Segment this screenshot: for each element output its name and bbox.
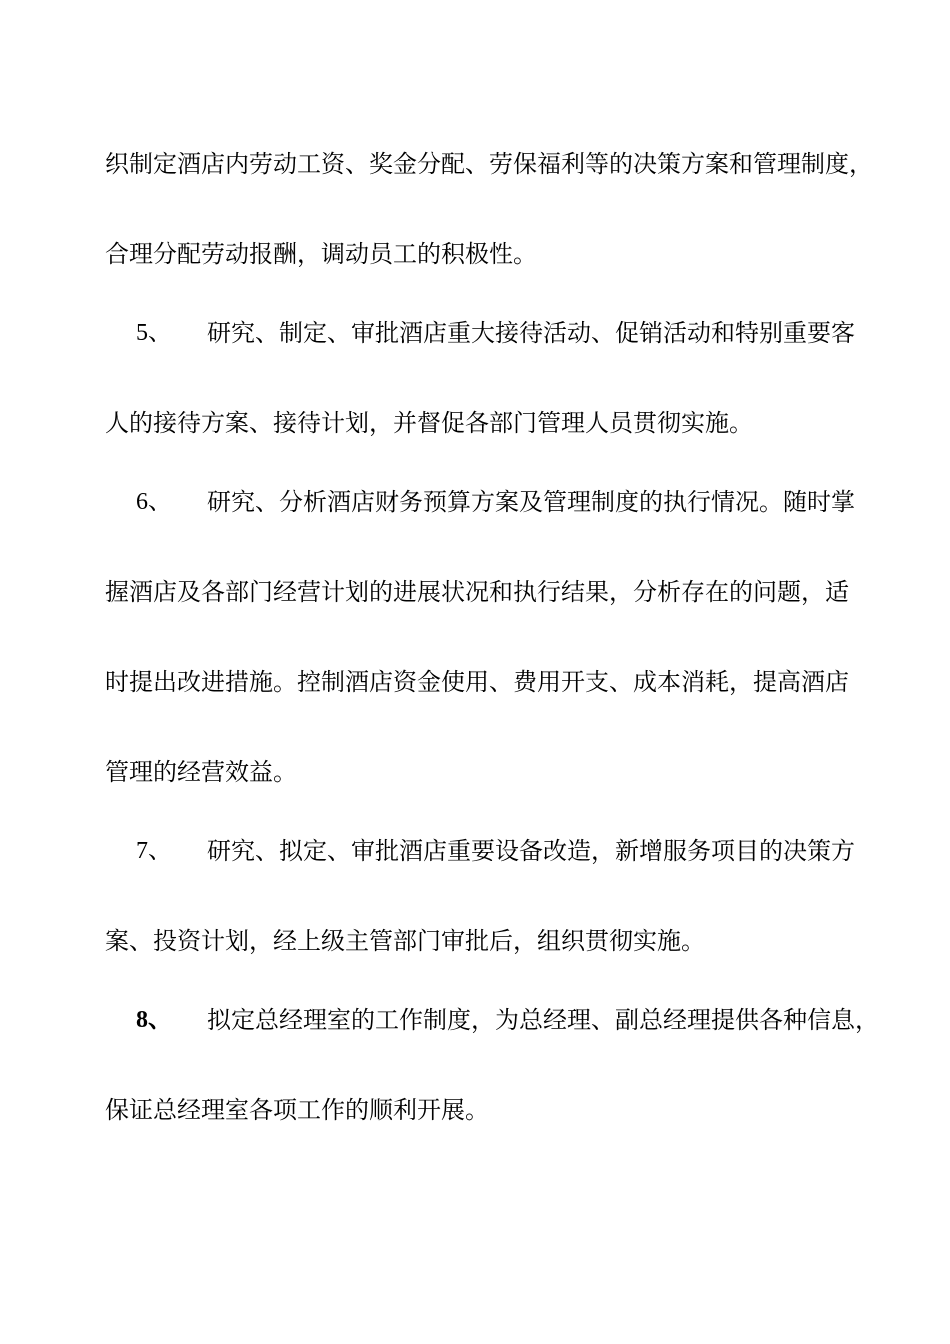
text-line xyxy=(0,752,950,792)
text-line xyxy=(0,921,950,961)
list-item-8 xyxy=(0,1000,950,1040)
paragraph-text: 人的接待方案、接待计划，并督促各部门管理人员贯彻实施。 xyxy=(105,409,753,437)
paragraph-text: 时提出改进措施。控制酒店资金使用、费用开支、成本消耗，提高酒店 xyxy=(105,668,849,696)
paragraph-text: 研究、拟定、审批酒店重要设备改造，新增服务项目的决策方 xyxy=(207,837,855,865)
paragraph-text: 案、投资计划，经上级主管部门审批后，组织贯彻实施。 xyxy=(105,927,705,955)
paragraph-text: 拟定总经理室的工作制度，为总经理、副总经理提供各种信息， xyxy=(207,1006,879,1034)
paragraph-text: 织制定酒店内劳动工资、奖金分配、劳保福利等的决策方案和管理制度， xyxy=(105,150,873,178)
list-item-5 xyxy=(0,313,950,353)
paragraph-text: 保证总经理室各项工作的顺利开展。 xyxy=(105,1096,489,1124)
text-line xyxy=(0,403,950,443)
item-number: 8、 xyxy=(136,1007,172,1033)
paragraph-text: 合理分配劳动报酬，调动员工的积极性。 xyxy=(105,240,537,268)
paragraph-text: 研究、制定、审批酒店重大接待活动、促销活动和特别重要客 xyxy=(207,319,855,347)
list-item-6 xyxy=(0,482,950,522)
text-line xyxy=(0,144,950,184)
item-number: 7、 xyxy=(136,838,172,864)
text-line xyxy=(0,1090,950,1130)
item-number: 5、 xyxy=(136,320,172,346)
text-line xyxy=(0,234,950,274)
paragraph-text: 研究、分析酒店财务预算方案及管理制度的执行情况。随时掌 xyxy=(207,488,855,516)
list-item-7 xyxy=(0,831,950,871)
paragraph-text: 管理的经营效益。 xyxy=(105,758,297,786)
text-line xyxy=(0,662,950,702)
text-line xyxy=(0,572,950,612)
item-number: 6、 xyxy=(136,489,172,515)
paragraph-text: 握酒店及各部门经营计划的进展状况和执行结果，分析存在的问题，适 xyxy=(105,578,849,606)
